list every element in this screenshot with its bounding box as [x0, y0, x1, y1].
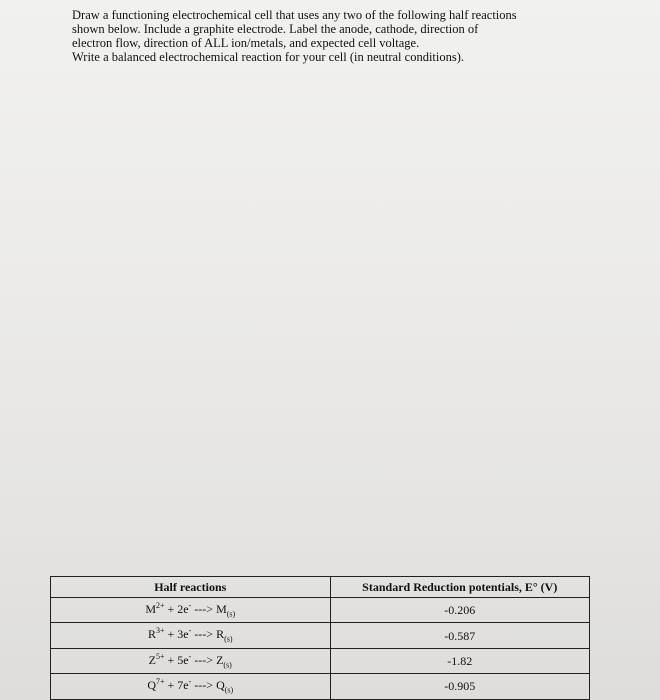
half-reactions-table-wrap — [50, 576, 590, 700]
half-reaction-cell — [51, 648, 331, 673]
table-row — [51, 674, 590, 699]
reaction-arrow: ---> — [194, 652, 214, 667]
electron-charge: - — [188, 651, 192, 661]
plus-sign: + — [167, 678, 175, 693]
product-symbol: M — [216, 602, 227, 616]
electron-charge: - — [188, 601, 192, 610]
table-row — [51, 598, 590, 623]
reactant-charge: 7+ — [156, 677, 165, 687]
plus-sign: + — [167, 652, 175, 667]
electron-count: 5e — [177, 652, 189, 667]
reactant-charge: 5+ — [156, 651, 165, 661]
product-state: (s) — [224, 634, 233, 644]
half-reactions-table — [50, 576, 590, 700]
reaction-arrow: ---> — [194, 602, 214, 616]
reaction-arrow: ---> — [194, 627, 214, 642]
electron-count: 2e — [177, 602, 189, 616]
reactant-symbol: M — [145, 602, 156, 616]
product-state: (s) — [223, 660, 232, 670]
reaction-arrow: ---> — [194, 678, 214, 693]
header-half-reactions: Half reactions — [51, 577, 331, 598]
product-symbol: Q — [216, 678, 225, 693]
instruction-line-1: Draw a functioning electrochemical cell that uses any two of the following half reactions — [72, 8, 517, 22]
plus-sign: + — [167, 627, 175, 642]
electron-charge: - — [188, 677, 192, 687]
plus-sign: + — [167, 602, 175, 616]
product-state: (s) — [224, 685, 234, 695]
potential-value: -1.82 — [330, 648, 589, 673]
instruction-line-2: shown below. Include a graphite electrode. Label the anode, cathode, direction of — [72, 22, 479, 36]
half-reaction-cell — [51, 674, 331, 699]
product-state: (s) — [226, 609, 236, 619]
header-standard-reduction-potentials: Standard Reduction potentials, E° (V) — [330, 577, 589, 598]
instruction-line-4: Write a balanced electrochemical reaction for your cell (in neutral conditions). — [72, 50, 465, 64]
electron-charge: - — [188, 626, 192, 636]
electron-count: 3e — [177, 627, 189, 642]
table-row — [51, 623, 590, 648]
potential-value: -0.905 — [330, 674, 589, 699]
product-symbol: Z — [216, 652, 224, 667]
reactant-symbol: Z — [148, 652, 156, 667]
product-symbol: R — [216, 627, 225, 642]
reactant-charge: 2+ — [156, 601, 165, 610]
reactant-charge: 3+ — [156, 626, 165, 636]
reactant-symbol: R — [147, 627, 156, 642]
potential-value: -0.587 — [330, 623, 589, 648]
potential-value: -0.206 — [330, 598, 589, 623]
half-reaction-cell — [51, 623, 331, 648]
instructions — [72, 8, 592, 64]
instruction-line-3: electron flow, direction of ALL ion/metals, and expected cell voltage. — [72, 36, 420, 50]
table-row — [51, 648, 590, 673]
half-reaction-cell — [51, 598, 331, 623]
reactant-symbol: Q — [147, 678, 156, 693]
electron-count: 7e — [177, 678, 189, 693]
table-header-row — [51, 577, 590, 598]
